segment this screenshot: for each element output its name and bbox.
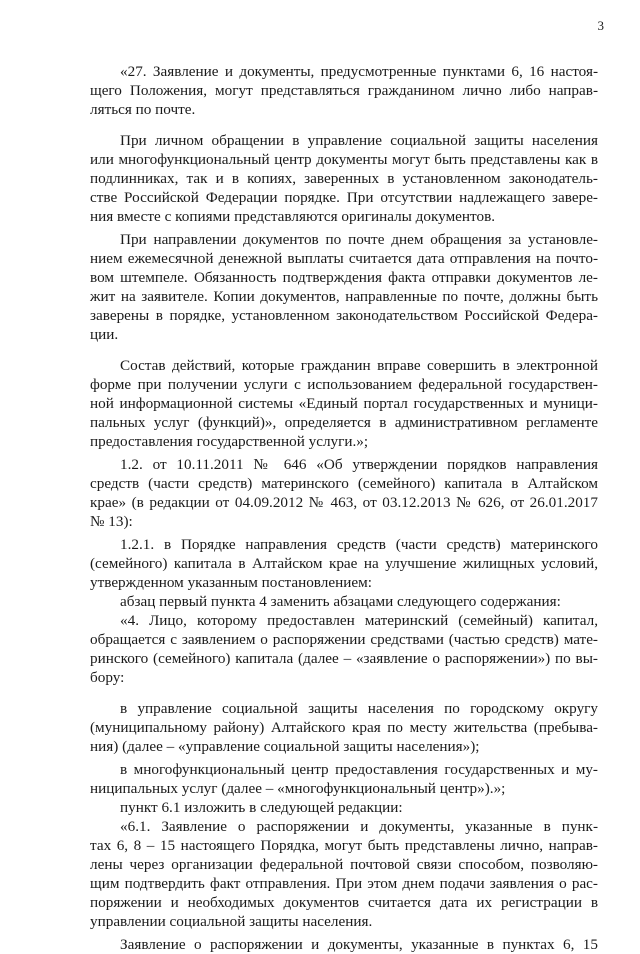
text-line: При личном обращении в управление социальной защиты населения (120, 132, 598, 149)
text-line: крае» (в редакции от 04.09.2012 № 463, от 03.12.2013 № 626, от 26.01.2017 (90, 494, 598, 511)
paragraph-gap (90, 119, 598, 131)
text-line: нием ежемесячной денежной выплаты считается дата отправления на почто- (90, 250, 598, 267)
text-line: утвержденном указанным постановлением: (90, 574, 372, 591)
text-line: стве Российской Федерации порядке. При отсутствии надлежащего завере- (90, 189, 598, 206)
text-line: жит на заявителе. Копии документов, направленные по почте, должны быть (90, 288, 598, 305)
text-line: ной информационной системы «Единый портал государственных и муници- (90, 395, 598, 412)
text-line: При направлении документов по почте днем обращения за установле- (120, 231, 598, 248)
text-line: ния вместе с копиями представляются оригиналы документов. (90, 208, 496, 225)
text-line: средств (части средств) материнского (семейного) капитала в Алтайском (90, 475, 598, 492)
text-line: в многофункциональный центр предоставления государственных и му- (120, 761, 598, 778)
text-line: предоставления государственной услуги.»; (90, 433, 369, 450)
text-line: ния) (далее – «управление социальной защиты населения»); (90, 738, 480, 755)
text-line: в управление социальной защиты населения по городскому округу (120, 700, 598, 717)
text-line: вом штемпеле. Обязанность подтверждения факта отправки документов ле- (90, 269, 598, 286)
text-line: бору: (90, 669, 125, 686)
text-line: «27. Заявление и документы, предусмотренные пунктами 6, 16 настоя- (120, 63, 598, 80)
text-line: 1.2.1. в Порядке направления средств (части средств) материнского (120, 536, 598, 553)
text-line: обращается с заявлением о распоряжении средствами (частью средств) мате- (90, 631, 598, 648)
text-line: № 13): (90, 513, 133, 530)
text-line: (семейного) капитала в Алтайском крае на улучшение жилищных условий, (90, 555, 598, 572)
text-line: 1.2. от 10.11.2011 № 646 «Об утверждении порядков направления (120, 456, 598, 473)
text-line: подлинниках, так и в копиях, заверенных в установленном законодатель- (90, 170, 598, 187)
text-line: форме при получении услуги с использованием федеральной государствен- (90, 376, 598, 393)
text-line: ниципальных услуг (далее – «многофункциональный центр»).»; (90, 780, 506, 797)
text-line: ляться по почте. (90, 101, 196, 118)
text-line: пальных услуг (функций)», определяется в административном регламенте (90, 414, 598, 431)
paragraph-gap (90, 687, 598, 699)
text-line: щего Положения, могут представляться гражданином лично либо направ- (90, 82, 598, 99)
text-line: пункт 6.1 изложить в следующей редакции: (120, 799, 403, 816)
text-line: Заявление о распоряжении и документы, указанные в пунктах 6, 15 (120, 936, 598, 953)
text-line: заверены в порядке, установленном законодательством Российской Федера- (90, 307, 598, 324)
text-line: поряжении и необходимых документов считается дата их регистрации в (90, 894, 598, 911)
text-line: «6.1. Заявление о распоряжении и документы, указанные в пунк- (120, 818, 598, 835)
page-number: 3 (597, 18, 604, 33)
text-line: ции. (90, 326, 119, 343)
paragraph-gap (90, 344, 598, 356)
text-line: ринского (семейного) капитала (далее – «заявление о распоряжении») по вы- (90, 650, 598, 667)
text-line: управлении социальной защиты населения. (90, 913, 373, 930)
text-line: тах 6, 8 – 15 настоящего Порядка, могут быть представлены лично, направ- (90, 837, 598, 854)
text-line: щим подтвердить факт отправления. При этом днем подачи заявления о рас- (90, 875, 598, 892)
text-line: лены через организации федеральной почтовой связи способом, позволяю- (90, 856, 598, 873)
text-line: или многофункциональный центр документы могут быть представлены как в (90, 151, 598, 168)
text-line: абзац первый пункта 4 заменить абзацами следующего содержания: (120, 593, 561, 610)
text-line: «4. Лицо, которому предоставлен материнский (семейный) капитал, (120, 612, 598, 629)
text-line: (муниципальному району) Алтайского края по месту жительства (пребыва- (90, 719, 598, 736)
text-line: Состав действий, которые гражданин вправе совершить в электронной (120, 357, 598, 374)
document-body (90, 62, 598, 954)
